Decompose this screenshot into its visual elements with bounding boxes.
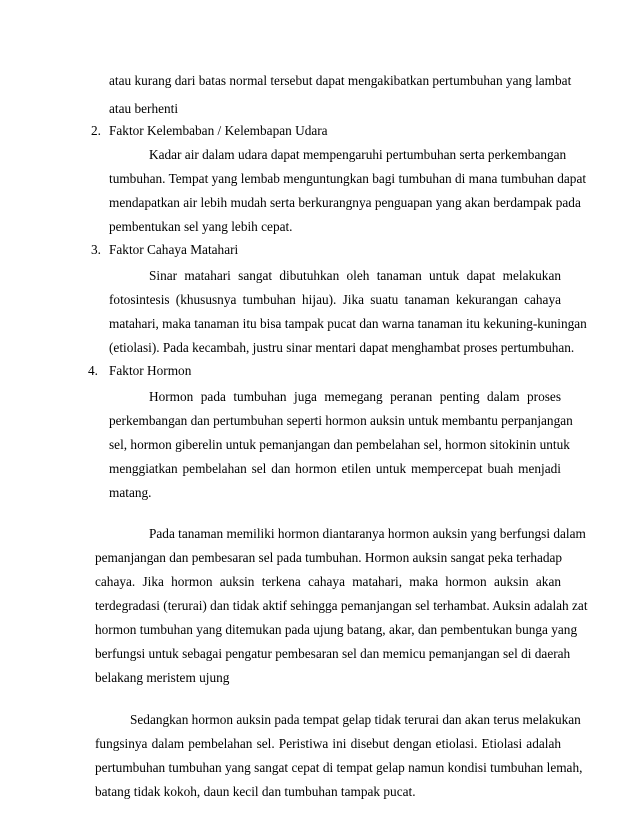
paragraph-line: pembentukan sel yang lebih cepat. [109, 219, 293, 234]
paragraph-line: Sinar matahari sangat dibutuhkan oleh tanaman untuk dapat melakukan [149, 268, 561, 283]
list-number: 4. [88, 363, 98, 378]
continuation-line: atau kurang dari batas normal tersebut dapat mengakibatkan pertumbuhan yang lambat [109, 73, 572, 88]
paragraph-line: mendapatkan air lebih mudah serta berkurangnya penguapan yang akan berdampak pada [109, 195, 581, 210]
paragraph-line: Kadar air dalam udara dapat mempengaruhi pertumbuhan serta perkembangan [149, 147, 567, 162]
paragraph-line: Pada tanaman memiliki hormon diantaranya hormon auksin yang berfungsi dalam [149, 526, 586, 541]
paragraph-line: pertumbuhan tumbuhan yang sangat cepat di tempat gelap namun kondisi tumbuhan lemah, [95, 760, 583, 775]
list-item-title: Faktor Cahaya Matahari [109, 242, 239, 257]
paragraph-line: pemanjangan dan pembesaran sel pada tumbuhan. Hormon auksin sangat peka terhadap [95, 550, 563, 565]
continuation-line: atau berhenti [109, 101, 179, 116]
list-item-title: Faktor Hormon [109, 363, 192, 378]
paragraph-line: tumbuhan. Tempat yang lembab menguntungkan bagi tumbuhan di mana tumbuhan dapat [109, 171, 587, 186]
paragraph-line: fungsinya dalam pembelahan sel. Peristiwa ini disebut dengan etiolasi. Etiolasi adalah [95, 736, 561, 751]
list-number: 2. [91, 123, 101, 138]
paragraph-line: belakang meristem ujung [95, 670, 230, 685]
paragraph-line: cahaya. Jika hormon auksin terkena cahaya matahari, maka hormon auksin akan [95, 574, 561, 589]
paragraph-line: fotosintesis (khususnya tumbuhan hijau). Jika suatu tanaman kekurangan cahaya [109, 292, 561, 307]
paragraph-line: hormon tumbuhan yang ditemukan pada ujung batang, akar, dan pembentukan bunga yang [95, 622, 578, 637]
list-number: 3. [91, 242, 101, 257]
paragraph-line: perkembangan dan pertumbuhan seperti hormon auksin untuk membantu perpanjangan [109, 413, 573, 428]
paragraph-line: berfungsi untuk sebagai pengatur pembesaran sel dan memicu pemanjangan sel di daerah [95, 646, 571, 661]
paragraph-line: menggiatkan pembelahan sel dan hormon etilen untuk mempercepat buah menjadi [109, 461, 561, 476]
paragraph-line: matahari, maka tanaman itu bisa tampak pucat dan warna tanaman itu kekuning-kuningan [109, 316, 587, 331]
paragraph-line: batang tidak kokoh, daun kecil dan tumbuhan tampak pucat. [95, 784, 416, 799]
paragraph-line: (etiolasi). Pada kecambah, justru sinar mentari dapat menghambat proses pertumbuhan. [109, 340, 575, 355]
paragraph-line: sel, hormon giberelin untuk pemanjangan dan pembelahan sel, hormon sitokinin untuk [109, 437, 570, 452]
paragraph-line: Hormon pada tumbuhan juga memegang peranan penting dalam proses [149, 389, 561, 404]
paragraph-line: terdegradasi (terurai) dan tidak aktif sehingga pemanjangan sel terhambat. Auksin adalah zat [95, 598, 588, 613]
list-item-title: Faktor Kelembaban / Kelembapan Udara [109, 123, 328, 138]
paragraph-line: Sedangkan hormon auksin pada tempat gelap tidak terurai dan akan terus melakukan [130, 712, 581, 727]
paragraph-line: matang. [109, 485, 152, 500]
